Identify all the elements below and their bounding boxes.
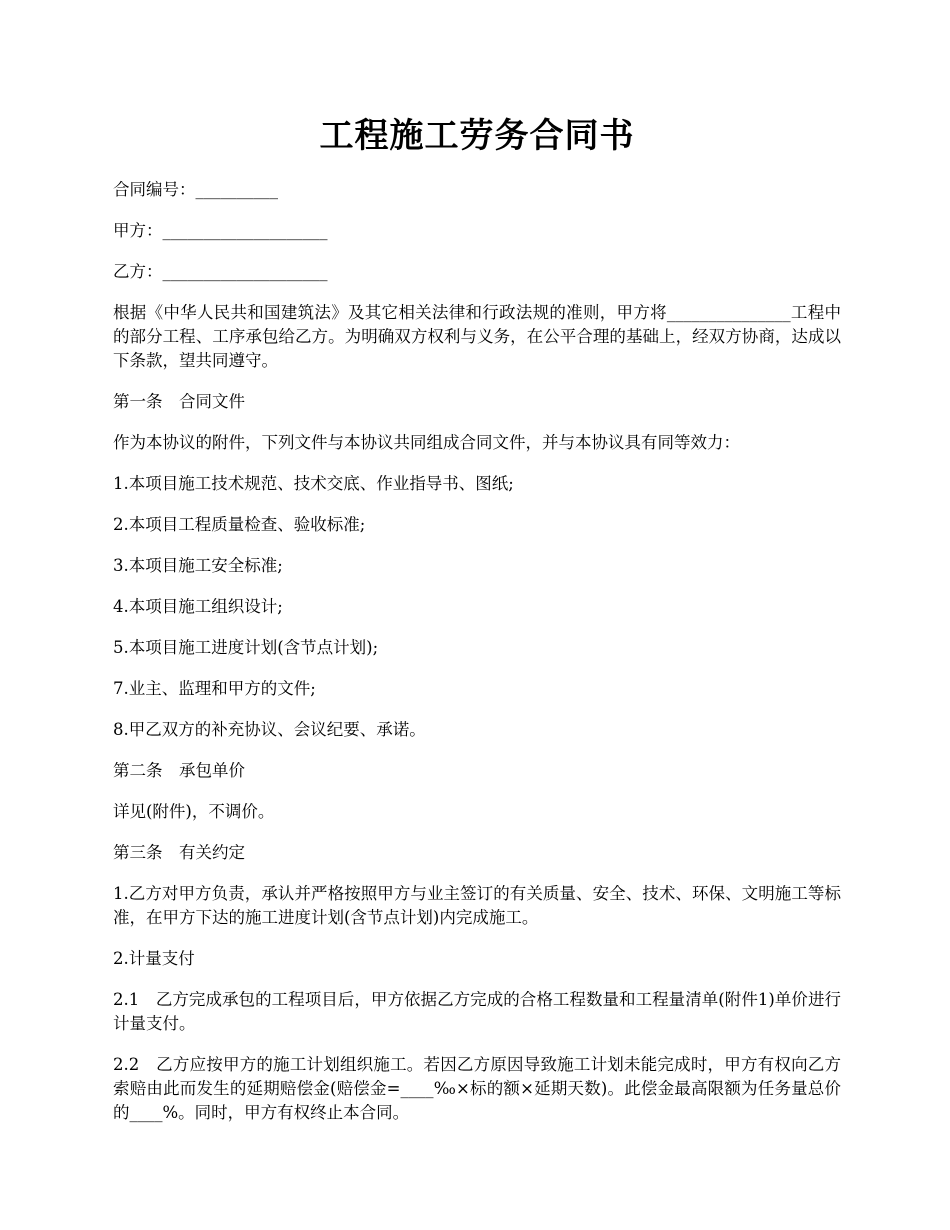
list-item: 7.业主、监理和甲方的文件; (113, 679, 316, 698)
list-item: 1.本项目施工技术规范、技术交底、作业指导书、图纸; (113, 474, 514, 493)
article-3-clause-1: 1.乙方对甲方负责，承认并严格按照甲方与业主签订的有关质量、安全、技术、环保、文明施工等标准，在甲方下达的施工进度计划(含节点计划)内完成施工。 (113, 884, 841, 927)
article-3-clause-2-heading: 2.计量支付 (113, 949, 195, 968)
document-body (113, 178, 841, 1142)
list-item: 8.甲乙双方的补充协议、会议纪要、承诺。 (113, 720, 426, 739)
list-item: 2.本项目工程质量检查、验收标准; (113, 515, 366, 534)
party-a-line: 甲方：____________________ (113, 221, 328, 240)
article-3-clause-2-1: 2.1 乙方完成承包的工程项目后，甲方依据乙方完成的合格工程数量和工程量清单(附件1)单价进行计量支付。 (113, 990, 841, 1033)
article-2-body: 详见(附件)，不调价。 (113, 802, 275, 821)
preamble-paragraph: 根据《中华人民共和国建筑法》及其它相关法律和行政法规的准则，甲方将_______________工程中的部分工程、工序承包给乙方。为明确双方权利与义务，在公平合理的基础上，经双方协商，达成以下条款，望共同遵守。 (113, 303, 841, 370)
article-3-heading: 第三条 有关约定 (113, 843, 245, 862)
party-b-line: 乙方：____________________ (113, 262, 328, 281)
article-3-clause-2-2: 2.2 乙方应按甲方的施工计划组织施工。若因乙方原因导致施工计划未能完成时，甲方有权向乙方索赔由此而发生的延期赔偿金(赔偿金=____‰×标的额×延期天数)。此偿金最高限额为任务量总价的____%。同时，甲方有权终止本合同。 (113, 1055, 841, 1122)
list-item: 4.本项目施工组织设计; (113, 597, 283, 616)
article-2-heading: 第二条 承包单价 (113, 761, 245, 780)
document-title: 工程施工劳务合同书 (319, 116, 635, 156)
contract-number-line: 合同编号：__________ (113, 180, 278, 199)
article-1-heading: 第一条 合同文件 (113, 392, 245, 411)
article-1-intro: 作为本协议的附件，下列文件与本协议共同组成合同文件，并与本协议具有同等效力： (113, 433, 740, 452)
list-item: 3.本项目施工安全标准; (113, 556, 283, 575)
list-item: 5.本项目施工进度计划(含节点计划); (113, 638, 379, 657)
